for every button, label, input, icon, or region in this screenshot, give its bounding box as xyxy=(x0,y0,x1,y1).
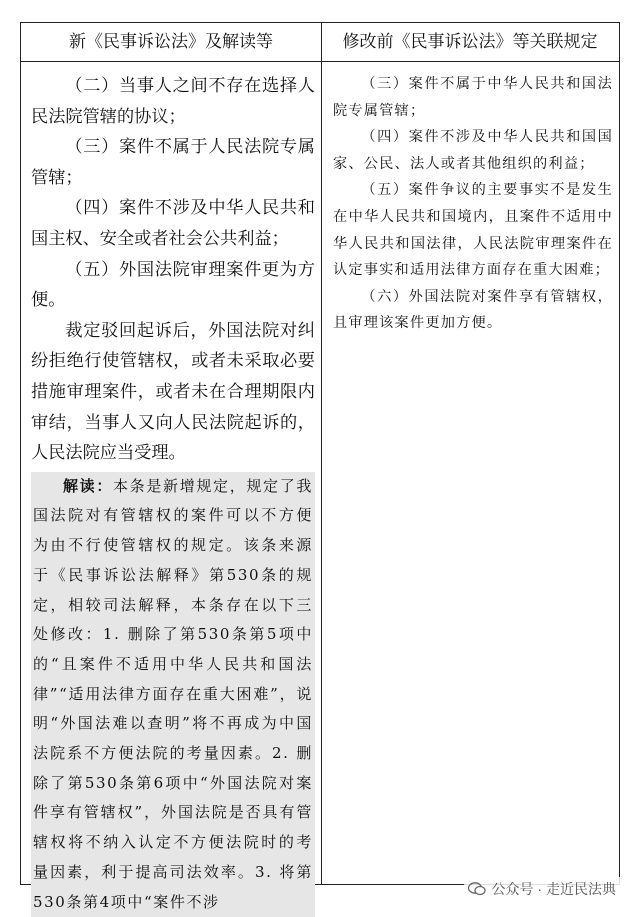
left-para-2: （三）案件不属于人民法院专属管辖； xyxy=(31,137,315,188)
watermark-text: 公众号 · 走近民法典 xyxy=(491,881,616,897)
interpretation-text xyxy=(33,472,313,917)
left-para-4: （五）外国法院审理案件更为方便。 xyxy=(31,259,315,311)
right-para-4: （六）外国法院对案件享有管辖权，且审理该案件更加方便。 xyxy=(333,288,613,332)
interpretation-block xyxy=(31,472,315,917)
header-left: 新《民事诉讼法》及解读等 xyxy=(69,32,273,52)
right-para-1: （三）案件不属于中华人民共和国法院专属管辖； xyxy=(333,76,613,119)
table-header xyxy=(21,23,619,62)
column-divider xyxy=(321,23,322,884)
left-column xyxy=(31,71,315,917)
left-para-1: （二）当事人之间不存在选择人民法院管辖的协议； xyxy=(31,76,315,127)
right-para-2: （四）案件不涉及中华人民共和国国家、公民、法人或者其他组织的利益； xyxy=(333,129,613,172)
right-column xyxy=(333,71,613,337)
left-para-5: 裁定驳回起诉后，外国法院对纠纷拒绝行使管辖权，或者未采取必要措施审理案件，或者未在合理期限内审结，当事人又向人民法院起诉的，人民法院应当受理。 xyxy=(31,320,315,464)
left-para-3: （四）案件不涉及中华人民共和国主权、安全或者社会公共利益； xyxy=(31,198,315,249)
interpretation-body: 本条是新增规定，规定了我国法院对有管辖权的案件可以不方便为由不行使管辖权的规定。该条来源于《民事诉讼法解释》第530条的规定，相较司法解释，本条存在以下三处修改：1. 删除了第530条第5项中的“且案件不适用中华人民共和国法律”“适用法律方面存在重大困难”，说明“外国法难以查明”将不再成为中国法院系不方便法院的考量因素。2. 删除了第530条第6项中“外国法院对案件享有管辖权”，外国法院是否具有管辖权将不纳入认定不方便法院时的考量因素，利于提高司法效率。3. 将第530条第4项中“案件不涉 xyxy=(33,476,313,911)
wechat-icon xyxy=(468,882,486,896)
header-right: 修改前《民事诉讼法》等关联规定 xyxy=(342,32,598,52)
watermark xyxy=(464,877,620,901)
interpretation-label: 解读： xyxy=(63,476,114,495)
right-para-3: （五）案件争议的主要事实不是发生在中华人民共和国境内，且案件不适用中华人民共和国法律，人民法院审理案件在认定事实和适用法律方面存在重大困难； xyxy=(333,182,613,279)
